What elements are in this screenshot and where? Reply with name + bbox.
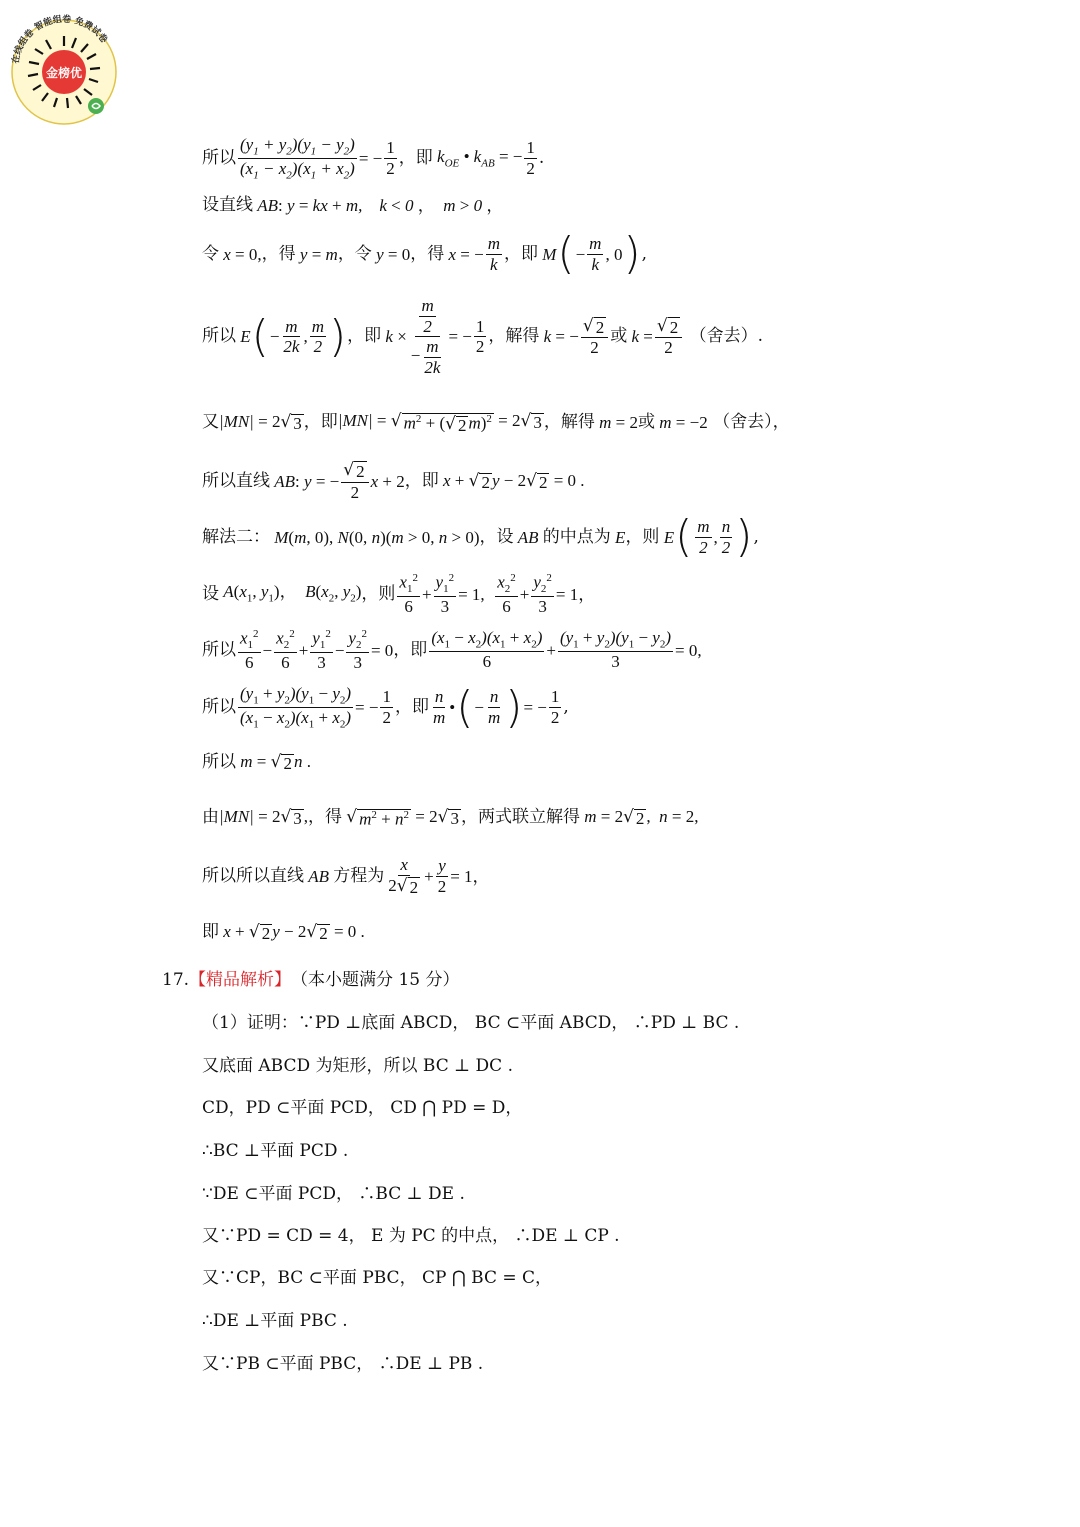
- step-line: 所以 $\frac{(y_1 + y_2)(y_1 - y_2)}{(x_1 - x_2)(x_1 + x_2)}$ = − $\frac{1}{2}$ ，即 $k_{OE}$ • $k_{AB}$ = − $\frac{1}{2}$ .: [202, 135, 545, 182]
- svg-text:金榜优: 金榜优: [45, 66, 83, 80]
- mini-program-icon: [88, 98, 104, 114]
- proof-line: 又底面 ABCD 为矩形，所以 BC ⊥ DC .: [202, 1056, 513, 1076]
- step-line: 即 x + √ 2 y − 2 √ 2 = 0 .: [202, 922, 365, 943]
- proof-line: 又∵PB ⊂平面 PBC， ∴DE ⊥ PB .: [202, 1354, 484, 1374]
- step-line: 设 $A(x_1$, $y_1$)， $B(x_2$, $y_2$) ，则 $x_1^2$ 6 + $\frac{y_1^2}{3}$ = 1, $x_2^2$ 6 + $\frac{y_2^2}{3}$ = 1，: [202, 572, 596, 616]
- step-line: 由 |MN| = 2 √ 3 , ，得 √ $m^2 + n^2$ = 2 √ 3 ，两式联立解得 m = 2 √ 2 , n = 2,: [202, 807, 699, 829]
- step-line: 令 x = 0, ，得 y = m ，令 y = 0 ，得 x = − $\frac{m}{k}$ ，即 M ( − $\frac{m}{k}$ , 0 ) ,: [202, 228, 648, 279]
- step-line: 所以 $x_1^2$ 6 − $\frac{x_2^2}{6}$ + $\frac{y_1^2}{3}$ − $\frac{y_2^2}{3}$ = 0 ，即 $(x_1 - x_2)(x_1 + x_2)$ 6 + $\frac{(y_1 + y_2)(y_1 - y_2)}{3}$ = 0,: [202, 628, 702, 672]
- analysis-tag: 【精品解析】: [189, 970, 292, 990]
- step-line: 所以 $\frac{(y_1 + y_2)(y_1 - y_2)}{(x_1 - x_2)(x_1 + x_2)}$ = − $\frac{1}{2}$ ，即 n m • ( − $\frac{n}{m}$ ) = − $\frac{1}{2}$ ,: [202, 681, 569, 733]
- proof-line: ∴BC ⊥平面 PCD .: [202, 1141, 349, 1161]
- step-line: 设直线 AB: y = kx + m, k < 0 ， m > 0 ，: [202, 195, 504, 215]
- proof-line: ∵DE ⊂平面 PCD， ∴BC ⊥ DE .: [202, 1184, 465, 1204]
- proof-line: CD，PD ⊂平面 PCD， CD ⋂ PD = D，: [202, 1098, 523, 1118]
- question-17-heading: 17. 【精品解析】 （本小题满分 15 分）: [162, 970, 460, 990]
- proof-line: 又∵CP，BC ⊂平面 PBC， CP ⋂ BC = C，: [202, 1268, 553, 1288]
- brand-badge-logo: [6, 6, 122, 128]
- step-line: 所以所以直线 AB 方程为 x 2 √ 2 + $\frac{y}{2}$ = 1，: [202, 855, 490, 897]
- proof-line: （1）证明：∵PD ⊥底面 ABCD， BC ⊂平面 ABCD， ∴PD ⊥ BC .: [202, 1013, 740, 1033]
- svg-text:在线组卷 智能组卷 免费试卷: 在线组卷 智能组卷 免费试卷: [11, 14, 109, 65]
- step-line: 又 |MN| = 2 √ 3 ，即 |MN| = √ $m^2$ + ( √ 2 m)$^2$ = 2 √ 3 ，解得 m = 2 或 m = −2 （舍去），: [202, 411, 790, 435]
- proof-line: ∴DE ⊥平面 PBC .: [202, 1311, 348, 1331]
- step-line: 解法二： M(m, 0), N(0, n)(m > 0, n > 0) ，设 AB 的中点为 E ，则 E ( m 2 , n 2 ) ,: [202, 511, 759, 562]
- step-line: 所以直线 AB: y = − √ 2 2 x + 2 ，即 x + √ 2 y − 2 √ 2 = 0 .: [202, 460, 585, 502]
- step-line: 所以 m = √ 2 n .: [202, 752, 311, 773]
- step-line: 所以 E ( − $\frac{m}{2k}$ , m 2 ) ，即 k × $\frac{m}{2}$ − $\frac{m}{2k}$ = − $\frac{1}{2}$ ，解得 k = − √ 2 2 或 k = √ 2 2 （舍去）.: [202, 296, 763, 377]
- proof-line: 又∵PD = CD = 4， E 为 PC 的中点， ∴DE ⊥ CP .: [202, 1226, 620, 1246]
